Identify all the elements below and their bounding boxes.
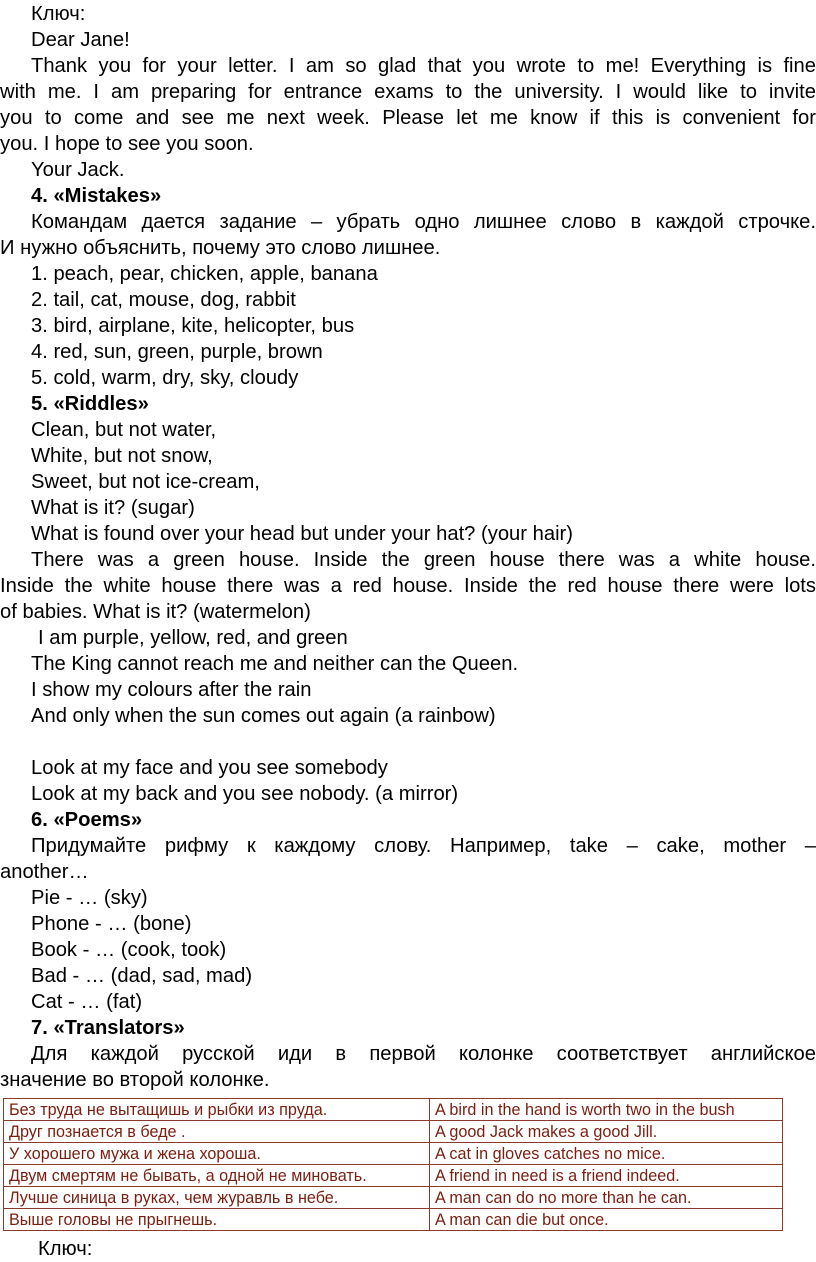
idiom-en-cell: A man can die but once. [430,1209,783,1231]
section-heading-poems: 6. «Poems» [31,809,143,831]
riddle-line: of babies. What is it? (watermelon) [0,601,311,623]
mistakes-item: 5. cold, warm, dry, sky, cloudy [31,367,299,389]
letter-line-4: you. I hope to see you soon. [0,133,254,155]
mistakes-item: 4. red, sun, green, purple, brown [31,341,323,363]
letter-line-2: with me. I am preparing for entrance exams to the university. I would like to invite [0,81,816,103]
poems-item: Cat - … (fat) [31,991,143,1013]
idiom-en-cell: A friend in need is a friend indeed. [430,1165,783,1187]
table-row [4,1165,783,1187]
idiom-ru-cell: У хорошего мужа и жена хороша. [4,1143,430,1165]
idiom-en-cell: A man can do no more than he can. [430,1187,783,1209]
letter-line-3: you to come and see me next week. Please let me know if this is convenient for [0,107,816,129]
section-heading-riddles: 5. «Riddles» [31,393,149,415]
section-heading-mistakes: 4. «Mistakes» [31,185,162,207]
riddle-line: I am purple, yellow, red, and green [38,627,348,649]
mistakes-instruction-2: И нужно объяснить, почему это слово лишнее. [0,237,441,259]
riddle-line: Look at my face and you see somebody [31,757,388,779]
mistakes-item: 1. peach, pear, chicken, apple, banana [31,263,378,285]
idiom-en-cell: A cat in gloves catches no mice. [430,1143,783,1165]
idiom-en-cell: A good Jack makes a good Jill. [430,1121,783,1143]
letter-line-1: Thank you for your letter. I am so glad that you wrote to me! Everything is fine [31,55,816,77]
poems-instruction-1: Придумайте рифму к каждому слову. Например, take – cake, mother – [31,835,816,857]
riddle-line: The King cannot reach me and neither can the Queen. [31,653,519,675]
riddle-line: There was a green house. Inside the green house there was a white house. [31,549,816,571]
idiom-ru-cell: Выше головы не прыгнешь. [4,1209,430,1231]
riddle-line: Sweet, but not ice-cream, [31,471,260,493]
riddle-line: Clean, but not water, [31,419,217,441]
riddle-line: What is found over your head but under your hat? (your hair) [31,523,573,545]
riddle-line: I show my colours after the rain [31,679,312,701]
idiom-ru-cell: Друг познается в беде . [4,1121,430,1143]
idiom-ru-cell: Двум смертям не бывать, а одной не миновать. [4,1165,430,1187]
riddle-line: Look at my back and you see nobody. (a mirror) [31,783,459,805]
table-row [4,1143,783,1165]
idioms-table [3,1098,783,1231]
table-row [4,1209,783,1231]
riddle-line: White, but not snow, [31,445,213,467]
letter-signature: Your Jack. [31,159,125,181]
poems-item: Pie - … (sky) [31,887,148,909]
letter-greeting: Dear Jane! [31,29,130,51]
translators-instruction-1: Для каждой русской иди в первой колонке соответствует английское [31,1043,816,1065]
riddle-line: And only when the sun comes out again (a rainbow) [31,705,496,727]
idiom-ru-cell: Без труда не вытащишь и рыбки из пруда. [4,1099,430,1121]
translators-instruction-2: значение во второй колонке. [0,1069,270,1091]
poems-item: Bad - … (dad, sad, mad) [31,965,253,987]
poems-item: Phone - … (bone) [31,913,192,935]
table-row [4,1099,783,1121]
poems-item: Book - … (cook, took) [31,939,227,961]
mistakes-item: 2. tail, cat, mouse, dog, rabbit [31,289,296,311]
mistakes-instruction-1: Командам дается задание – убрать одно лишнее слово в каждой строчке. [31,211,816,233]
riddle-line: Inside the white house there was a red house. Inside the red house there were lots [0,575,816,597]
table-row [4,1121,783,1143]
poems-instruction-2: another… [0,861,89,883]
idiom-en-cell: A bird in the hand is worth two in the bush [430,1099,783,1121]
mistakes-item: 3. bird, airplane, kite, helicopter, bus [31,315,355,337]
key-label-bottom: Ключ: [38,1238,93,1260]
riddle-line: What is it? (sugar) [31,497,195,519]
section-heading-translators: 7. «Translators» [31,1017,185,1039]
idiom-ru-cell: Лучше синица в руках, чем журавль в небе. [4,1187,430,1209]
key-label-top: Ключ: [31,3,86,25]
table-row [4,1187,783,1209]
